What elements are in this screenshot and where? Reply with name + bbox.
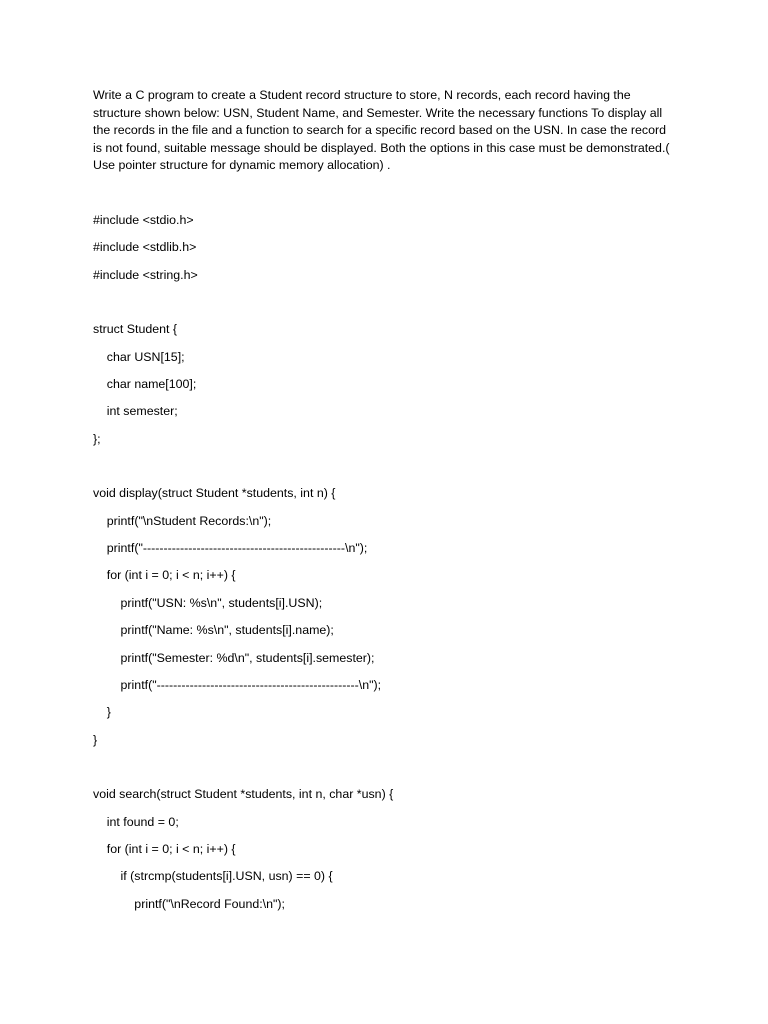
code-line: printf("Semester: %d\n", students[i].semester); bbox=[93, 650, 375, 665]
code-line bbox=[93, 292, 693, 319]
code-line: char name[100]; bbox=[93, 377, 197, 392]
code-line: for (int i = 0; i < n; i++) { bbox=[93, 568, 236, 583]
code-line: #include <stdlib.h> bbox=[93, 240, 197, 255]
code-line: #include <stdio.h> bbox=[93, 213, 194, 227]
code-line bbox=[93, 456, 693, 483]
code-line: } bbox=[93, 732, 98, 747]
code-line: void search(struct Student *students, int n, char *usn) { bbox=[93, 787, 394, 802]
assignment-prompt: Write a C program to create a Student record structure to store, N records, each record having the structure shown below: USN, Student Name, and Semester. Write the necessary functions To display all the records in the file and a function to search for a specific record based on the USN. In case the record is not found, suitable message should be displayed. Both the options in this case must be demonstrated.( Use pointer structure for dynamic memory allocation) . bbox=[93, 88, 670, 173]
code-line: struct Student { bbox=[93, 322, 178, 337]
code-line: int found = 0; bbox=[93, 814, 179, 829]
code-line bbox=[93, 757, 693, 784]
code-line: printf("-------------------------------------------------\n"); bbox=[93, 677, 382, 692]
code-line: int semester; bbox=[93, 404, 178, 419]
code-line: printf("-------------------------------------------------\n"); bbox=[93, 541, 368, 556]
code-line: char USN[15]; bbox=[93, 349, 185, 364]
code-line: printf("USN: %s\n", students[i].USN); bbox=[93, 595, 323, 610]
code-block bbox=[93, 210, 693, 921]
code-line: void display(struct Student *students, int n) { bbox=[93, 486, 336, 501]
code-line: if (strcmp(students[i].USN, usn) == 0) { bbox=[93, 869, 333, 884]
code-line: printf("\nStudent Records:\n"); bbox=[93, 513, 272, 528]
code-line: } bbox=[93, 705, 111, 720]
code-line: printf("\nRecord Found:\n"); bbox=[93, 896, 285, 911]
code-line: for (int i = 0; i < n; i++) { bbox=[93, 841, 236, 856]
code-line: printf("Name: %s\n", students[i].name); bbox=[93, 623, 334, 638]
code-line: #include <string.h> bbox=[93, 267, 198, 282]
code-line: }; bbox=[93, 431, 101, 446]
